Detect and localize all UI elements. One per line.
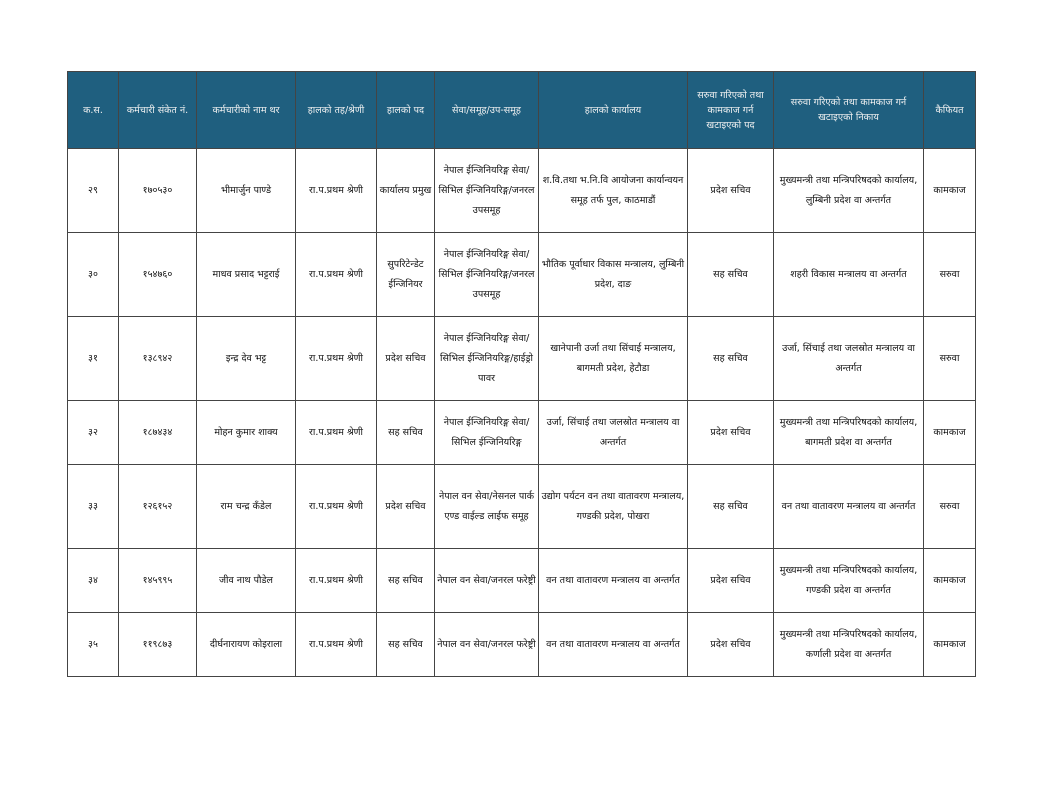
cell-current-post: सह सचिव (377, 613, 435, 677)
cell-current-level: रा.प.प्रथम श्रेणी (296, 465, 377, 549)
cell-current-office: श.वि.तथा भ.नि.वि आयोजना कार्यान्वयन समूह तर्फ पुल, काठमाडौं (539, 149, 688, 233)
cell-new-post: सह सचिव (688, 317, 774, 401)
cell-current-level: रा.प.प्रथम श्रेणी (296, 317, 377, 401)
cell-employee-code: १२६१५२ (119, 465, 197, 549)
cell-employee-code: १८७४३४ (119, 401, 197, 465)
table-row (68, 149, 976, 233)
cell-serial: २९ (68, 149, 119, 233)
cell-current-level: रा.प.प्रथम श्रेणी (296, 549, 377, 613)
cell-service-group: नेपाल वन सेवा/जनरल फरेष्ट्री (435, 549, 539, 613)
cell-new-post: सह सचिव (688, 465, 774, 549)
cell-new-body: मुख्यमन्त्री तथा मन्त्रिपरिषदको कार्यालय, गण्डकी प्रदेश वा अन्तर्गत (774, 549, 924, 613)
table-row (68, 613, 976, 677)
cell-employee-code: १५४७६० (119, 233, 197, 317)
header-serial: क.स. (68, 72, 119, 149)
cell-employee-code: ११९८७३ (119, 613, 197, 677)
cell-new-post: सह सचिव (688, 233, 774, 317)
header-current-office: हालको कार्यालय (539, 72, 688, 149)
cell-current-post: कार्यालय प्रमुख (377, 149, 435, 233)
cell-current-post: सुपरिटेन्डेट ईन्जिनियर (377, 233, 435, 317)
cell-current-office: वन तथा वातावरण मन्त्रालय वा अन्तर्गत (539, 613, 688, 677)
table-row (68, 401, 976, 465)
cell-serial: ३४ (68, 549, 119, 613)
cell-remarks: कामकाज (924, 549, 976, 613)
cell-new-body: मुख्यमन्त्री तथा मन्त्रिपरिषदको कार्यालय, लुम्बिनी प्रदेश वा अन्तर्गत (774, 149, 924, 233)
cell-new-body: उर्जा, सिंचाई तथा जलस्रोत मन्त्रालय वा अन्तर्गत (774, 317, 924, 401)
cell-current-level: रा.प.प्रथम श्रेणी (296, 149, 377, 233)
cell-employee-name: राम चन्द्र कँडेल (197, 465, 296, 549)
table-row (68, 317, 976, 401)
cell-service-group: नेपाल ईन्जिनियरिङ्ग सेवा/सिभिल ईन्जिनियरिङ्ग/जनरल उपसमूह (435, 233, 539, 317)
cell-remarks: सरुवा (924, 233, 976, 317)
cell-new-post: प्रदेश सचिव (688, 401, 774, 465)
cell-service-group: नेपाल वन सेवा/नेसनल पार्क एण्ड वाईल्ड लाईफ समूह (435, 465, 539, 549)
cell-remarks: कामकाज (924, 149, 976, 233)
cell-serial: ३३ (68, 465, 119, 549)
cell-current-level: रा.प.प्रथम श्रेणी (296, 401, 377, 465)
cell-service-group: नेपाल ईन्जिनियरिङ्ग सेवा/सिभिल ईन्जिनियरिङ्ग (435, 401, 539, 465)
cell-service-group: नेपाल ईन्जिनियरिङ्ग सेवा/सिभिल ईन्जिनियरिङ्ग/जनरल उपसमूह (435, 149, 539, 233)
cell-service-group: नेपाल ईन्जिनियरिङ्ग सेवा/सिभिल ईन्जिनियरिङ्ग/हाईड्रो पावर (435, 317, 539, 401)
cell-current-office: उद्योग पर्यटन वन तथा वातावरण मन्त्रालय, गण्डकी प्रदेश, पोखरा (539, 465, 688, 549)
header-new-post: सरुवा गरिएको तथा कामकाज गर्न खटाइएको पद (688, 72, 774, 149)
header-remarks: कैफियत (924, 72, 976, 149)
table-row (68, 233, 976, 317)
header-employee-code: कर्मचारी संकेत नं. (119, 72, 197, 149)
header-new-body: सरुवा गरिएको तथा कामकाज गर्न खटाइएको निकाय (774, 72, 924, 149)
cell-serial: ३२ (68, 401, 119, 465)
cell-current-post: प्रदेश सचिव (377, 317, 435, 401)
cell-new-post: प्रदेश सचिव (688, 613, 774, 677)
cell-serial: ३० (68, 233, 119, 317)
cell-employee-code: १७०५३० (119, 149, 197, 233)
cell-new-body: मुख्यमन्त्री तथा मन्त्रिपरिषदको कार्यालय, बागमती प्रदेश वा अन्तर्गत (774, 401, 924, 465)
cell-employee-name: माधव प्रसाद भट्टराई (197, 233, 296, 317)
cell-employee-name: इन्द्र देव भट्ट (197, 317, 296, 401)
cell-remarks: कामकाज (924, 401, 976, 465)
cell-employee-name: दीर्घनारायण कोइराला (197, 613, 296, 677)
cell-service-group: नेपाल वन सेवा/जनरल फरेष्ट्री (435, 613, 539, 677)
cell-new-post: प्रदेश सचिव (688, 549, 774, 613)
cell-current-office: खानेपानी उर्जा तथा सिंचाई मन्त्रालय, बागमती प्रदेश, हेटौडा (539, 317, 688, 401)
cell-current-post: सह सचिव (377, 549, 435, 613)
table-row (68, 465, 976, 549)
cell-current-level: रा.प.प्रथम श्रेणी (296, 613, 377, 677)
cell-serial: ३१ (68, 317, 119, 401)
header-current-level: हालको तह/श्रेणी (296, 72, 377, 149)
header-employee-name: कर्मचारीको नाम थर (197, 72, 296, 149)
transfer-table (67, 71, 976, 677)
cell-current-office: उर्जा, सिंचाई तथा जलस्रोत मन्त्रालय वा अन्तर्गत (539, 401, 688, 465)
table-header-row (68, 72, 976, 149)
cell-new-body: शहरी विकास मन्त्रालय वा अन्तर्गत (774, 233, 924, 317)
cell-new-post: प्रदेश सचिव (688, 149, 774, 233)
cell-employee-name: भीमार्जुन पाण्डे (197, 149, 296, 233)
cell-employee-code: १३८९४२ (119, 317, 197, 401)
cell-employee-name: मोहन कुमार शाक्य (197, 401, 296, 465)
cell-remarks: कामकाज (924, 613, 976, 677)
cell-serial: ३५ (68, 613, 119, 677)
cell-remarks: सरुवा (924, 465, 976, 549)
cell-current-office: वन तथा वातावरण मन्त्रालय वा अन्तर्गत (539, 549, 688, 613)
cell-current-post: सह सचिव (377, 401, 435, 465)
cell-current-office: भौतिक पूर्वाधार विकास मन्त्रालय, लुम्बिनी प्रदेश, दाङ (539, 233, 688, 317)
cell-current-post: प्रदेश सचिव (377, 465, 435, 549)
cell-remarks: सरुवा (924, 317, 976, 401)
table-row (68, 549, 976, 613)
cell-new-body: मुख्यमन्त्री तथा मन्त्रिपरिषदको कार्यालय, कर्णाली प्रदेश वा अन्तर्गत (774, 613, 924, 677)
cell-current-level: रा.प.प्रथम श्रेणी (296, 233, 377, 317)
cell-employee-name: जीव नाथ पौडेल (197, 549, 296, 613)
header-service-group: सेवा/समूह/उप-समूह (435, 72, 539, 149)
cell-new-body: वन तथा वातावरण मन्त्रालय वा अन्तर्गत (774, 465, 924, 549)
header-current-post: हालको पद (377, 72, 435, 149)
cell-employee-code: १४५९९५ (119, 549, 197, 613)
